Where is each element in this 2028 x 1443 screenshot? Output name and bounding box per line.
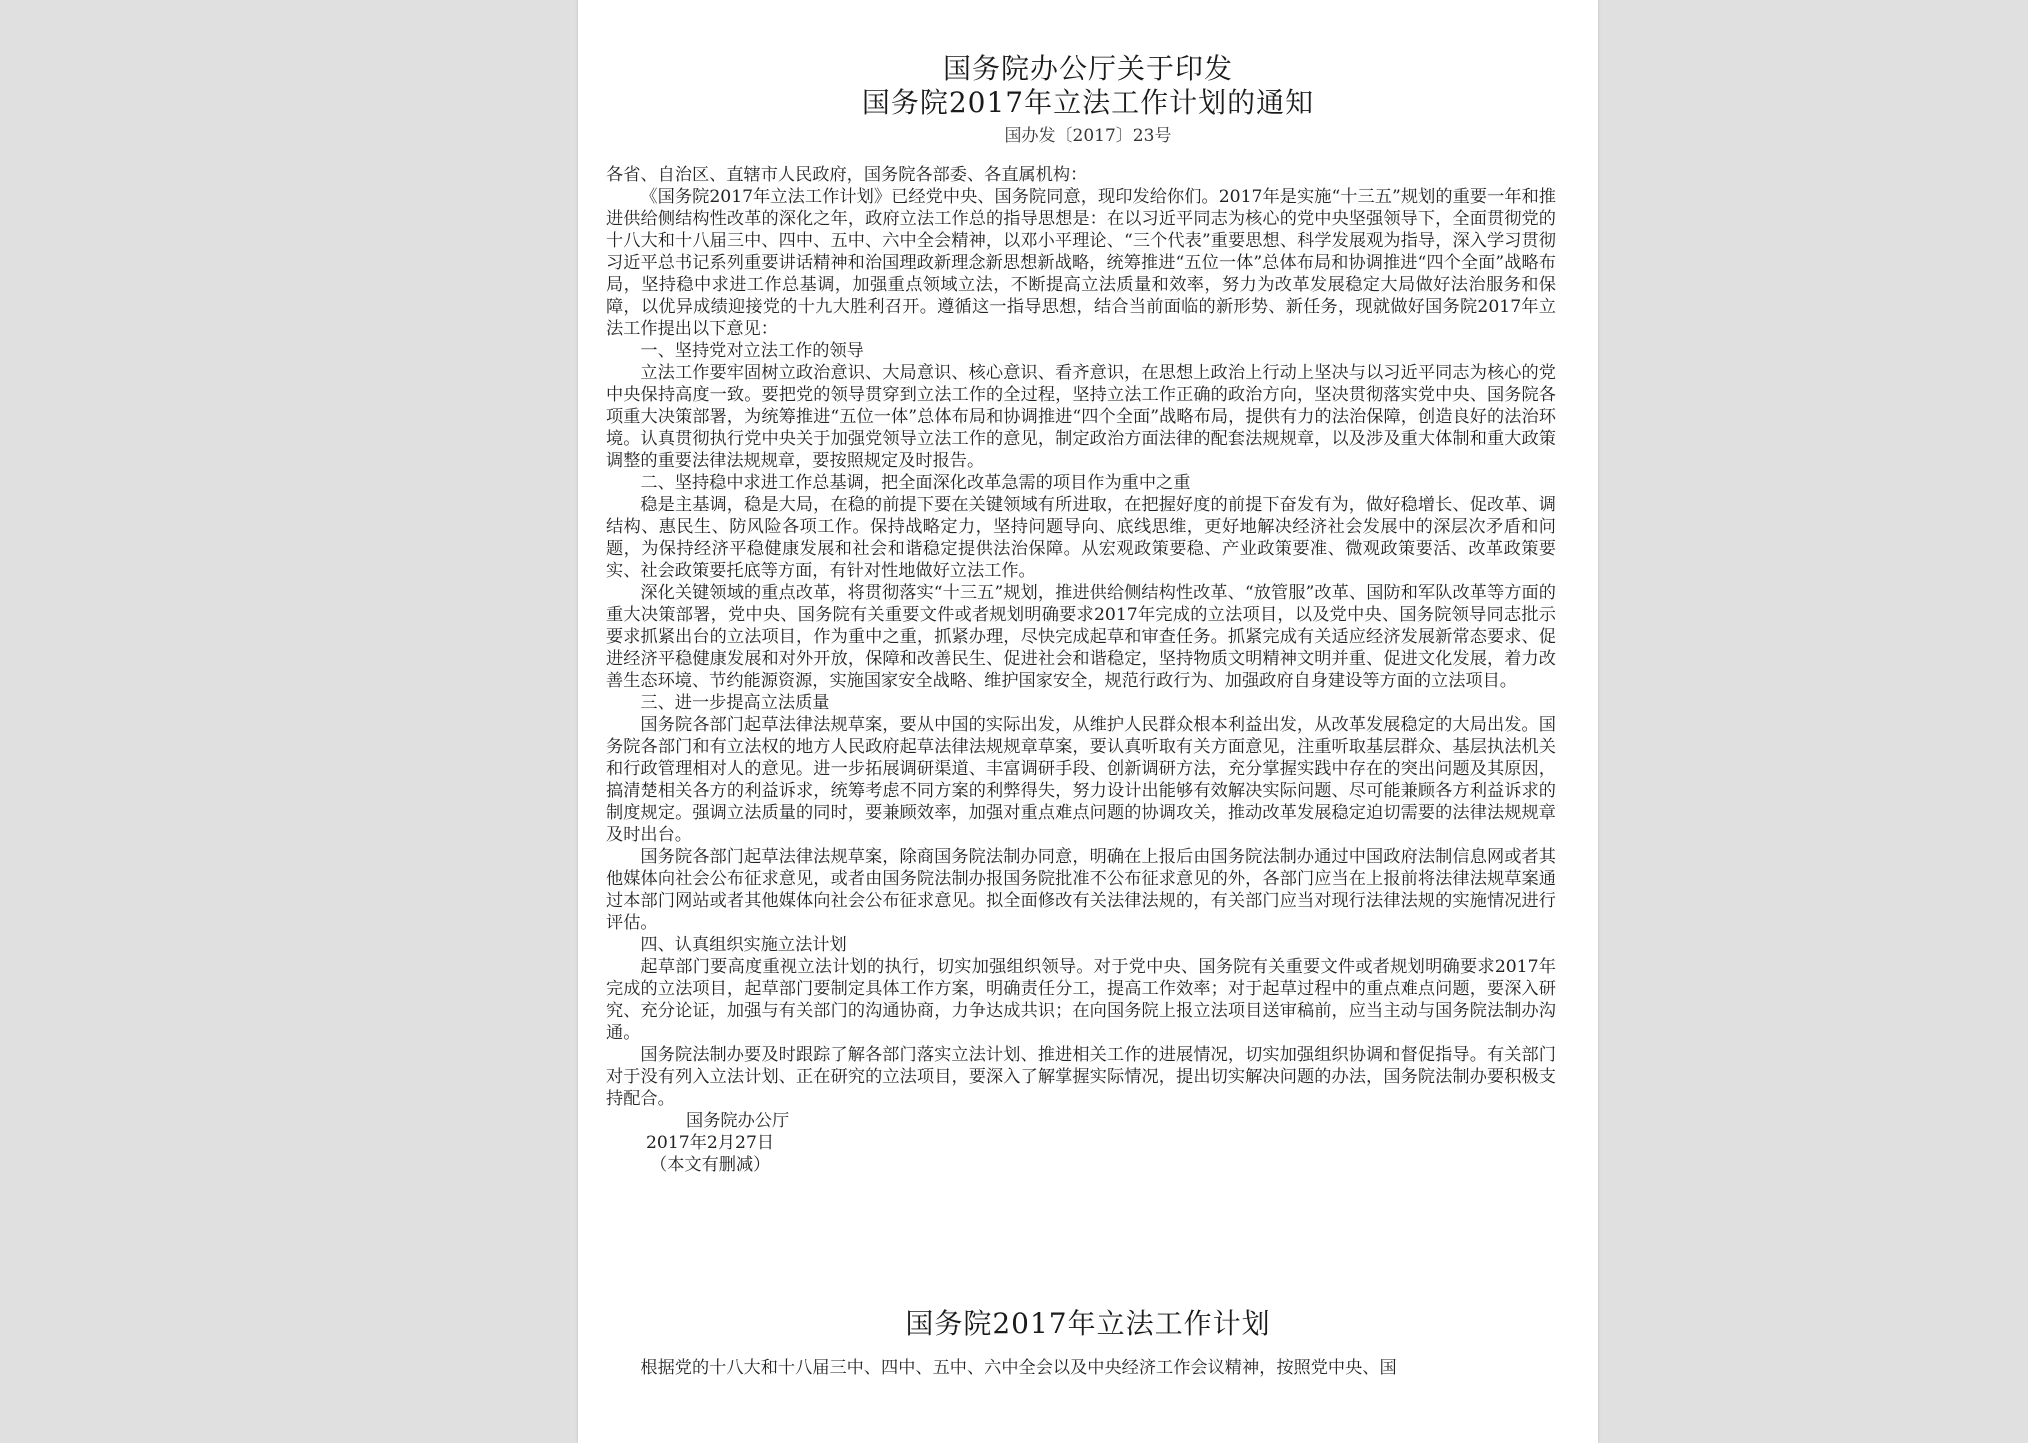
section-heading: 二、坚持稳中求进工作总基调，把全面深化改革急需的项目作为重中之重	[640, 473, 1191, 493]
document-number: 国办发〔2017〕23号	[1004, 126, 1172, 146]
salutation: 各省、自治区、直辖市人民政府，国务院各部委、各直属机构：	[606, 165, 1088, 185]
document-title-line1: 国务院办公厅关于印发	[942, 52, 1233, 85]
paragraph: 稳是主基调，稳是大局，在稳的前提下要在关键领域有所进取，在把握好度的前提下奋发有为，做好稳增长、促改革、调结构、惠民生、防风险各项工作。保持战略定力，坚持问题导向、底线思维，更好地解决经济社会发展中的深层次矛盾和问题，为保持经济平稳健康发展和社会和谐稳定提供法治保障。从宏观政策要稳、产业政策要准、微观政策要活、改革政策要实、社会政策要托底等方面，有针对性地做好立法工作。	[606, 495, 1556, 581]
plan-title: 国务院2017年立法工作计划	[905, 1307, 1271, 1340]
paragraph: 国务院各部门起草法律法规草案，要从中国的实际出发，从维护人民群众根本利益出发，从改革发展稳定的大局出发。国务院各部门和有立法权的地方人民政府起草法律法规规章草案，要认真听取有关方面意见，注重听取基层群众、基层执法机关和行政管理相对人的意见。进一步拓展调研渠道、丰富调研手段、创新调研方法，充分掌握实践中存在的突出问题及其原因，搞清楚相关各方的利益诉求，统筹考虑不同方案的利弊得失，努力设计出能够有效解决实际问题、尽可能兼顾各方利益诉求的制度规定。强调立法质量的同时，要兼顾效率，加强对重点难点问题的协调攻关，推动改革发展稳定迫切需要的法律法规规章及时出台。	[606, 715, 1556, 845]
signature: 国务院办公厅	[686, 1111, 790, 1131]
section-heading: 四、认真组织实施立法计划	[640, 935, 847, 955]
paragraph: 《国务院2017年立法工作计划》已经党中央、国务院同意，现印发给你们。2017年是实施“十三五”规划的重要一年和推进供给侧结构性改革的深化之年，政府立法工作总的指导思想是：在以习近平同志为核心的党中央坚强领导下，全面贯彻党的十八大和十八届三中、四中、五中、六中全会精神，以邓小平理论、“三个代表”重要思想、科学发展观为指导，深入学习贯彻习近平总书记系列重要讲话精神和治国理政新理念新思想新战略，统筹推进“五位一体”总体布局和协调推进“四个全面”战略布局，坚持稳中求进工作总基调，加强重点领域立法，不断提高立法质量和效率，努力为改革发展稳定大局做好法治服务和保障，以优异成绩迎接党的十九大胜利召开。遵循这一指导思想，结合当前面临的新形势、新任务，现就做好国务院2017年立法工作提出以下意见：	[606, 187, 1556, 339]
document-title-line2: 国务院2017年立法工作计划的通知	[861, 86, 1315, 119]
document-body	[606, 164, 1556, 1176]
paragraph: 国务院各部门起草法律法规草案，除商国务院法制办同意，明确在上报后由国务院法制办通过中国政府法制信息网或者其他媒体向社会公布征求意见，或者由国务院法制办报国务院批准不公布征求意见的外，各部门应当在上报前将法律法规草案通过本部门网站或者其他媒体向社会公布征求意见。拟全面修改有关法律法规的，有关部门应当对现行法律法规的实施情况进行评估。	[606, 847, 1556, 933]
paragraph: 起草部门要高度重视立法计划的执行，切实加强组织领导。对于党中央、国务院有关重要文件或者规划明确要求2017年完成的立法项目，起草部门要制定具体工作方案，明确责任分工，提高工作效率；对于起草过程中的重点难点问题，要深入研究、充分论证，加强与有关部门的沟通协商，力争达成共识；在向国务院上报立法项目送审稿前，应当主动与国务院法制办沟通。	[606, 957, 1556, 1043]
signature-date: 2017年2月27日	[646, 1133, 775, 1153]
abridged-note: （本文有删减）	[650, 1155, 771, 1175]
section-heading: 三、进一步提高立法质量	[640, 693, 830, 713]
paragraph: 立法工作要牢固树立政治意识、大局意识、核心意识、看齐意识，在思想上政治上行动上坚决与以习近平同志为核心的党中央保持高度一致。要把党的领导贯穿到立法工作的全过程，坚持立法工作正确的政治方向，坚决贯彻落实党中央、国务院各项重大决策部署，为统筹推进“五位一体”总体布局和协调推进“四个全面”战略布局，提供有力的法治保障，创造良好的法治环境。认真贯彻执行党中央关于加强党领导立法工作的意见，制定政治方面法律的配套法规规章，以及涉及重大体制和重大政策调整的重要法律法规规章，要按照规定及时报告。	[606, 363, 1556, 471]
plan-first-paragraph: 根据党的十八大和十八届三中、四中、五中、六中全会以及中央经济工作会议精神，按照党中央、国	[640, 1358, 1397, 1378]
document-page	[578, 0, 1598, 1443]
paragraph: 国务院法制办要及时跟踪了解各部门落实立法计划、推进相关工作的进展情况，切实加强组织协调和督促指导。有关部门对于没有列入立法计划、正在研究的立法项目，要深入了解掌握实际情况，提出切实解决问题的办法，国务院法制办要积极支持配合。	[606, 1045, 1556, 1109]
paragraph: 深化关键领域的重点改革，将贯彻落实“十三五”规划，推进供给侧结构性改革、“放管服”改革、国防和军队改革等方面的重大决策部署，党中央、国务院有关重要文件或者规划明确要求2017年完成的立法项目，以及党中央、国务院领导同志批示要求抓紧出台的立法项目，作为重中之重，抓紧办理，尽快完成起草和审查任务。抓紧完成有关适应经济发展新常态要求、促进经济平稳健康发展和对外开放，保障和改善民生、促进社会和谐稳定，坚持物质文明精神文明并重、促进文化发展，着力改善生态环境、节约能源资源，实施国家安全战略、维护国家安全，规范行政行为、加强政府自身建设等方面的立法项目。	[606, 583, 1556, 691]
section-heading: 一、坚持党对立法工作的领导	[640, 341, 864, 361]
